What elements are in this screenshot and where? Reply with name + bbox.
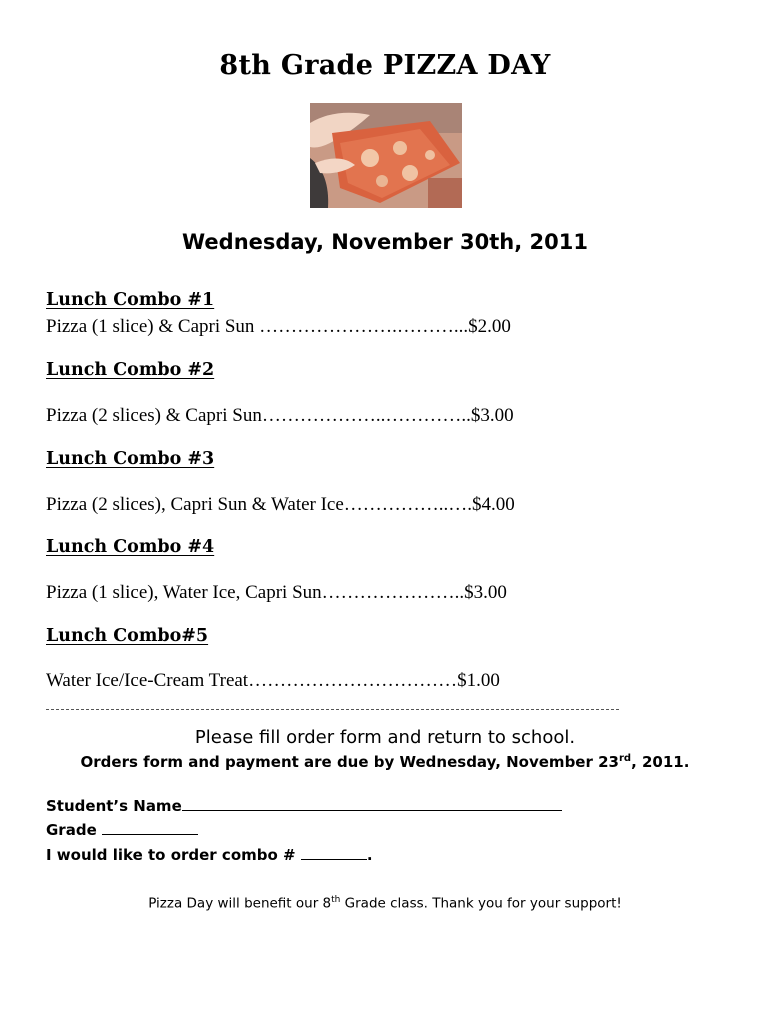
combo-4-description: Pizza (1 slice), Water Ice, Capri Sun…………………..$3.00 (46, 582, 507, 603)
grade-field[interactable] (102, 833, 198, 835)
support-suffix: th (331, 895, 341, 905)
order-combo-row (46, 846, 373, 864)
combo-5-title: Lunch Combo#5 (46, 626, 209, 646)
pizza-photo (310, 103, 462, 208)
order-combo-period: . (366, 846, 373, 864)
combo-3-title: Lunch Combo #3 (46, 449, 215, 469)
cut-line-divider (46, 709, 619, 710)
due-date-year: , 2011. (631, 753, 690, 771)
order-combo-field[interactable] (301, 858, 367, 860)
due-date-text: Orders form and payment are due by Wednesday, November 23 (80, 753, 619, 771)
support-text: Pizza Day will benefit our 8 (148, 895, 332, 912)
return-instruction: Please fill order form and return to school. (194, 727, 576, 748)
grade-row (46, 821, 198, 839)
combo-1-title: Lunch Combo #1 (46, 290, 215, 310)
due-date-notice (0, 753, 770, 771)
student-name-field[interactable] (182, 809, 562, 811)
order-combo-label: I would like to order combo # (46, 846, 301, 864)
student-name-label: Student’s Name (46, 797, 182, 815)
page-title: 8th Grade PIZZA DAY (219, 50, 551, 81)
event-date: Wednesday, November 30th, 2011 (182, 230, 588, 254)
combo-3-description: Pizza (2 slices), Capri Sun & Water Ice……………..….$4.00 (46, 494, 515, 515)
due-date-suffix: rd (618, 753, 632, 764)
combo-4-title: Lunch Combo #4 (46, 537, 215, 557)
combo-2-title: Lunch Combo #2 (46, 360, 215, 380)
support-message (0, 895, 770, 912)
student-name-row (46, 797, 562, 815)
combo-2-description: Pizza (2 slices) & Capri Sun………………..…………..$3.00 (46, 405, 514, 426)
pizza-slice-image (310, 103, 462, 208)
grade-label: Grade (46, 821, 102, 839)
combo-1-description: Pizza (1 slice) & Capri Sun ………………….………...$2.00 (46, 316, 511, 337)
combo-5-description: Water Ice/Ice-Cream Treat……………………………$1.00 (46, 670, 500, 691)
support-text-end: Grade class. Thank you for your support! (340, 895, 622, 912)
